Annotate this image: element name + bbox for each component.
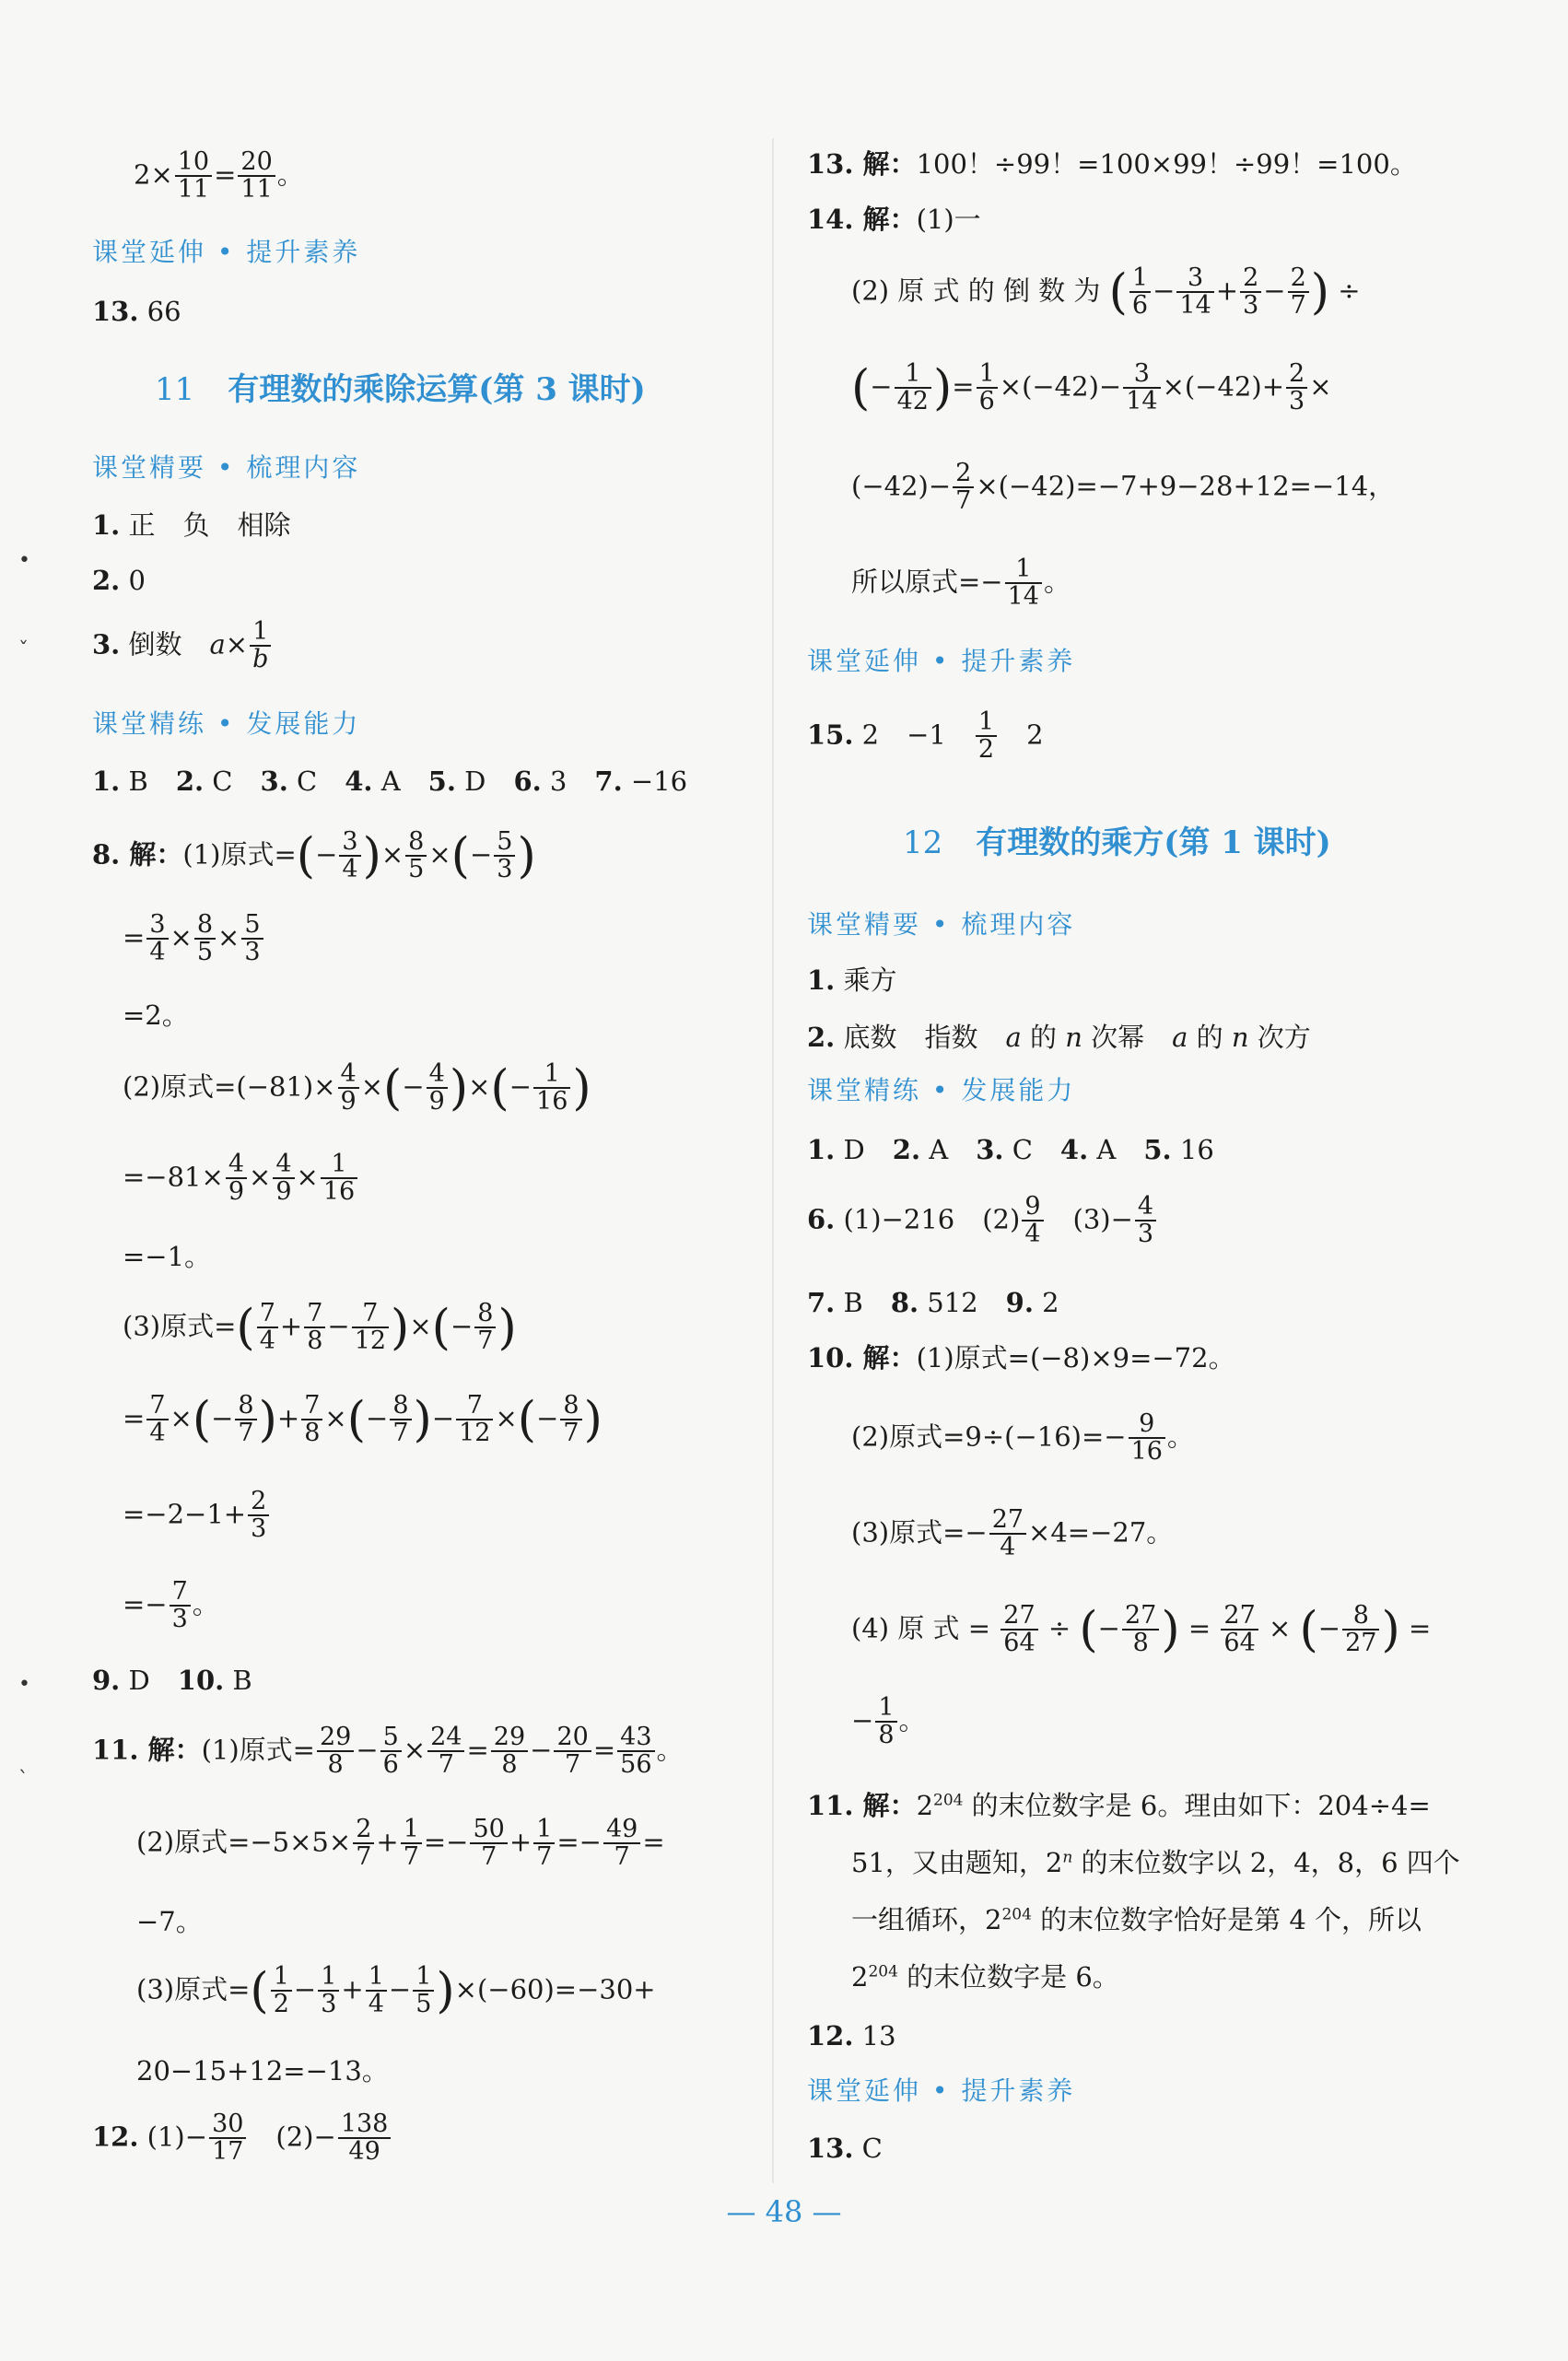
r-q14-2d: 所以原式=− $\frac{1}{14}$ 。 bbox=[851, 555, 1071, 612]
r-q12: 12. 13 bbox=[807, 2020, 896, 2051]
q8-2: (2)原式=(−81)× $\frac{4}{9}$ ×(− $\frac{4}{9}$ )×(− $\frac{1}{16}$ ) bbox=[123, 1059, 591, 1116]
q11-2b: −7。 bbox=[136, 1906, 203, 1937]
q8-3b: = $\frac{7}{4}$ ×(− $\frac{8}{7}$ )+ $\frac{7}{8}$ ×(− $\frac{8}{7}$ )− $\frac{7}{12}$ ×(− $\frac{8}{7}$ ) bbox=[123, 1391, 603, 1448]
r-q15: 15. 2 −1 $\frac{1}{2}$ 2 bbox=[807, 707, 1044, 765]
r-q13: 13. 解：100！÷99！=100×99！÷99！=100。 bbox=[807, 148, 1417, 180]
q8-2b: =−81× $\frac{4}{9}$ × $\frac{4}{9}$ × $\frac{1}{16}$ bbox=[123, 1151, 359, 1206]
margin-mark: ˇ bbox=[18, 639, 29, 662]
q11-2: (2)原式=−5×5× $\frac{2}{7}$ + $\frac{1}{7}$ =− $\frac{50}{7}$ + $\frac{1}{7}$ =− $\frac{49}{7}$ = bbox=[136, 1815, 665, 1872]
q11-3: (3)原式=( $\frac{1}{2}$ − $\frac{1}{3}$ + $\frac{1}{4}$ − $\frac{1}{5}$ )×(−60)=−30+ bbox=[136, 1962, 656, 2019]
q9-q10: 9. D 10. B bbox=[92, 1665, 252, 1696]
r-q14-2b: (− $\frac{1}{42}$ )= $\frac{1}{6}$ ×(−42)− $\frac{3}{14}$ ×(−42)+ $\frac{2}{3}$ × bbox=[851, 359, 1332, 416]
r-q11-d: $2^{204}$ 的末位数字是 6。 bbox=[851, 1961, 1119, 1993]
q8-1: 8. 解：(1)原式=(− $\frac{3}{4}$ )× $\frac{8}{5}$ ×(− $\frac{5}{3}$ ) bbox=[92, 827, 536, 884]
margin-mark: ˋ bbox=[18, 1769, 29, 1792]
r-q13c: 13. C bbox=[807, 2133, 883, 2164]
page-number: — 48 — bbox=[726, 2194, 842, 2229]
r-summary-2: 2. 底数 指数 a 的 n 次幂 a 的 n 次方 bbox=[807, 1022, 1311, 1053]
q8-3d: =− $\frac{7}{3}$ 。 bbox=[123, 1577, 219, 1634]
practice-answers: 1. B 2. C 3. C 4. A 5. D 6. 3 7. −16 bbox=[92, 766, 688, 797]
r-summary-1: 1. 乘方 bbox=[807, 964, 897, 996]
r-q10-2: (2)原式=9÷(−16)=− $\frac{9}{16}$ 。 bbox=[851, 1409, 1194, 1467]
q8-2c: =−1。 bbox=[123, 1241, 212, 1272]
r-practice-6: 6. (1)−216 (2) $\frac{9}{4}$ (3)− $\frac{4}{3}$ bbox=[807, 1194, 1158, 1248]
section-practice: 课堂精练 • 发展能力 bbox=[92, 708, 361, 739]
q12-answer: 12. (1)− $\frac{30}{17}$ (2)− $\frac{138}{49}$ bbox=[92, 2111, 392, 2166]
q11-3b: 20−15+12=−13。 bbox=[136, 2055, 389, 2086]
section-summary: 课堂精要 • 梳理内容 bbox=[92, 452, 361, 483]
margin-mark: • bbox=[18, 549, 30, 572]
r-q10-4: (4) 原 式 = $\frac{27}{64}$ ÷ (− $\frac{27}{8}$ ) = $\frac{27}{64}$ × (− $\frac{8}{27}$ ) = bbox=[851, 1601, 1432, 1658]
r-practice-1: 1. D 2. A 3. C 4. A 5. 16 bbox=[807, 1134, 1214, 1165]
r-q11-c: 一组循环，$2^{204}$ 的末位数字恰好是第 4 个，所以 bbox=[851, 1904, 1422, 1935]
r-q10-1: 10. 解：(1)原式=(−8)×9=−72。 bbox=[807, 1342, 1235, 1373]
r-section-extend: 课堂延伸 • 提升素养 bbox=[807, 646, 1076, 676]
r-practice-7: 7. B 8. 512 9. 2 bbox=[807, 1287, 1059, 1318]
column-divider bbox=[772, 138, 774, 2183]
summary-item-2: 2. 0 bbox=[92, 565, 146, 596]
q8-3: (3)原式=( $\frac{7}{4}$ + $\frac{7}{8}$ − $\frac{7}{12}$ )×(− $\frac{8}{7}$ ) bbox=[123, 1299, 517, 1356]
summary-item-3: 3. 倒数 a× $\frac{1}{b}$ bbox=[92, 619, 273, 673]
summary-item-1: 1. 正 负 相除 bbox=[92, 509, 291, 541]
r-q10-4b: − $\frac{1}{8}$ 。 bbox=[851, 1693, 926, 1750]
r-section-practice: 课堂精练 • 发展能力 bbox=[807, 1075, 1076, 1105]
q11-1: 11. 解：(1)原式= $\frac{29}{8}$ − $\frac{5}{6}$ × $\frac{24}{7}$ = $\frac{29}{8}$ − $\frac{20}{7}$ = $\frac{43}{56}$ 。 bbox=[92, 1723, 684, 1780]
r-section-extend-2: 课堂延伸 • 提升素养 bbox=[807, 2075, 1076, 2106]
r-q11-a: 11. 解：$2^{204}$ 的末位数字是 6。理由如下：204÷4= bbox=[807, 1790, 1431, 1821]
lesson-title-11: 11 有理数的乘除运算(第 3 课时) bbox=[155, 371, 646, 408]
r-q10-3: (3)原式=− $\frac{27}{4}$ ×4=−27。 bbox=[851, 1505, 1174, 1562]
q13-answer: 13. 66 bbox=[92, 296, 181, 327]
q8-1c: =2。 bbox=[123, 999, 189, 1031]
r-q14-2c: (−42)− $\frac{2}{7}$ ×(−42)=−7+9−28+12=−14， bbox=[851, 459, 1396, 516]
r-q14-2: (2) 原 式 的 倒 数 为 ( $\frac{1}{6}$ − $\frac{3}{14}$ + $\frac{2}{3}$ − $\frac{2}{7}$ ) ÷ bbox=[851, 263, 1361, 321]
q12-prev-answer: 2× $\frac{10}{11}$ = $\frac{20}{11}$ 。 bbox=[134, 147, 304, 205]
margin-mark: • bbox=[18, 1673, 30, 1696]
r-section-summary: 课堂精要 • 梳理内容 bbox=[807, 909, 1076, 940]
r-q14-1: 14. 解：(1)一 bbox=[807, 204, 981, 235]
r-q11-b: 51，又由题知，2$^n$ 的末位数字以 2，4，8，6 四个 bbox=[851, 1847, 1460, 1878]
lesson-title-12: 12 有理数的乘方(第 1 课时) bbox=[903, 824, 1331, 861]
q8-3c: =−2−1+ $\frac{2}{3}$ bbox=[123, 1489, 271, 1543]
q8-1b: = $\frac{3}{4}$ × $\frac{8}{5}$ × $\frac{5}{3}$ bbox=[123, 912, 265, 966]
section-extend: 课堂延伸 • 提升素养 bbox=[92, 237, 361, 267]
